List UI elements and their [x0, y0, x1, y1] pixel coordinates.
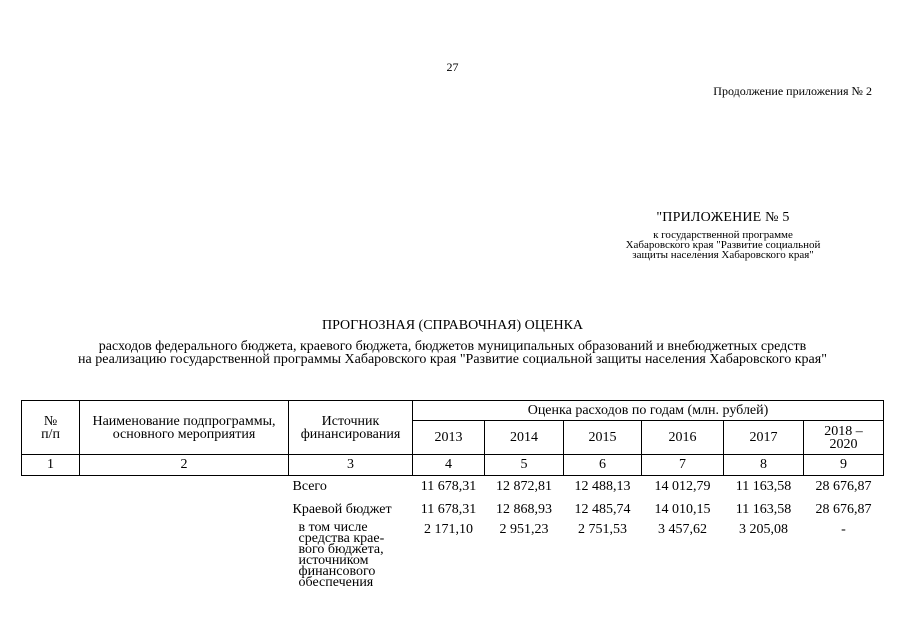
header-name-line: Наименование подпрограммы, [92, 413, 276, 429]
header-number-line: п/п [41, 426, 60, 442]
subtitle-line: расходов федерального бюджета, краевого бюджета, бюджетов муниципальных образований и внебюджетных средств [98, 339, 807, 354]
header-year-range [804, 421, 884, 455]
value-cell: 3 457,62 [658, 521, 707, 537]
document-title: ПРОГНОЗНАЯ (СПРАВОЧНАЯ) ОЦЕНКА [321, 318, 584, 333]
table-row-total [22, 476, 884, 499]
appendix-block [573, 210, 873, 260]
value-cell: 2 171,10 [424, 521, 473, 537]
column-number: 6 [564, 455, 642, 476]
source-line: вого бюджета, [298, 541, 384, 557]
value-cell: 11 163,58 [735, 501, 792, 517]
column-number: 3 [289, 455, 413, 476]
value-cell: 3 205,08 [739, 521, 788, 537]
header-estimate: Оценка расходов по годам (млн. рублей) [413, 401, 884, 421]
appendix-line: защиты населения Хабаровского края" [632, 249, 814, 261]
appendix-subtitle [573, 230, 873, 260]
value-cell: 11 678,31 [420, 501, 477, 517]
appendix-title: "ПРИЛОЖЕНИЕ № 5 [656, 210, 790, 225]
header-year: 2017 [724, 421, 804, 455]
header-year: 2016 [642, 421, 724, 455]
source-line: в том числе [298, 519, 368, 535]
header-number [22, 401, 80, 455]
value-cell: - [841, 521, 846, 537]
header-source-line: Источник [321, 413, 380, 429]
table-row-including [22, 519, 884, 588]
column-number: 7 [642, 455, 724, 476]
header-source [289, 401, 413, 455]
column-number: 9 [804, 455, 884, 476]
continuation-note: Продолжение приложения № 2 [713, 84, 872, 98]
header-year-range-line: 2018 – [824, 423, 863, 439]
value-cell: 2 951,23 [499, 521, 549, 537]
source-line: финансового [298, 563, 376, 579]
header-year: 2013 [413, 421, 485, 455]
value-cell: 28 676,87 [815, 479, 872, 494]
value-cell: 2 751,53 [578, 521, 627, 537]
column-number: 5 [485, 455, 564, 476]
source-line: средства крае- [298, 530, 385, 546]
source-line: обеспечения [298, 574, 374, 590]
header-year: 2015 [564, 421, 642, 455]
column-number: 1 [22, 455, 80, 476]
header-year-range-line: 2020 [829, 436, 858, 452]
value-cell: 11 163,58 [735, 479, 792, 494]
header-year: 2014 [485, 421, 564, 455]
header-number-line: № [43, 413, 58, 429]
value-cell: 11 678,31 [420, 479, 477, 494]
source-line: источником [298, 552, 369, 568]
source-cell: Всего [292, 479, 327, 494]
header-name-line: основного мероприятия [112, 426, 256, 442]
column-number: 8 [724, 455, 804, 476]
appendix-line: к государственной программе [653, 229, 793, 241]
column-number: 2 [80, 455, 289, 476]
value-cell: 28 676,87 [815, 501, 872, 517]
source-cell: Краевой бюджет [292, 501, 392, 517]
value-cell: 12 872,81 [496, 479, 552, 494]
document-subtitle [0, 340, 905, 366]
header-name [80, 401, 289, 455]
appendix-line: Хабаровского края "Развитие социальной [625, 239, 821, 251]
page-number: 27 [446, 60, 459, 74]
value-cell: 14 012,79 [654, 479, 711, 494]
value-cell: 12 868,93 [496, 501, 552, 517]
table-row-regional [22, 499, 884, 519]
value-cell: 14 010,15 [654, 501, 711, 517]
header-source-line: финансирования [300, 426, 401, 442]
subtitle-line: на реализацию государственной программы Хабаровского края "Развитие социальной защиты населения Хабаровского края" [78, 352, 827, 367]
value-cell: 12 488,13 [574, 479, 631, 494]
source-cell [289, 519, 413, 588]
expenditure-table [21, 400, 884, 588]
column-number: 4 [413, 455, 485, 476]
value-cell: 12 485,74 [574, 501, 631, 517]
